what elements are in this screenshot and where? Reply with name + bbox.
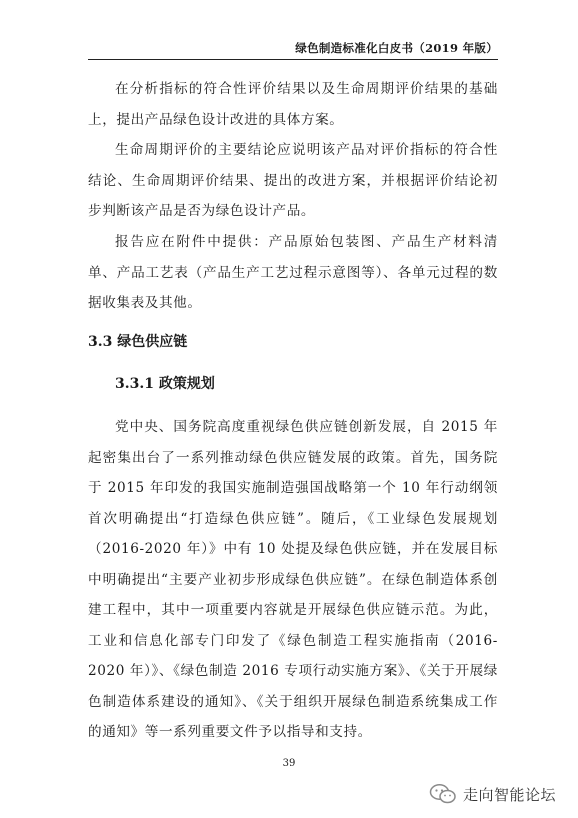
subsection-heading: 3.3.1 政策规划	[115, 376, 215, 392]
section-heading: 3.3 绿色供应链	[88, 334, 188, 350]
paragraph-lca-conclusion: 生命周期评价的主要结论应说明该产品对评价指标的符合性结论、生命周期评价结果、提出的改进方案，并根据评价结论初步判断该产品是否为绿色设计产品。	[88, 142, 498, 219]
watermark	[429, 783, 556, 805]
wechat-icon	[429, 783, 457, 805]
paragraph-policy-planning: 党中央、国务院高度重视绿色供应链创新发展，自 2015 年起密集出台了一系列推动绿色供应链发展的政策。首先，国务院于 2015 年印发的我国实施制造强国战略第一个 10 年行动纲领首次明确提出“打造绿色供应链”。随后，《工业绿色发展规划（2016-2020 年）》中有 10 处提及绿色供应链，并在发展目标中明确提出“主要产业初步形成绿色供应链”。在绿色制造体系创建工程中，其中一项重要内容就是开展绿色供应链示范。为此，工业和信息化部专门印发了《绿色制造工程实施指南（2016-2020 年）》、《绿色制造 2016 专项行动实施方案》、《关于开展绿色制造体系建设的通知》、《关于组织开展绿色制造系统集成工作的通知》等一系列重要文件予以指导和支持。	[88, 419, 498, 740]
page-header	[88, 38, 498, 60]
page-number: 39	[282, 758, 296, 769]
header-title: 绿色制造标准化白皮书（2019 年版）	[295, 41, 498, 55]
header-rule	[88, 59, 498, 60]
paragraph-improvement-plan: 在分析指标的符合性评价结果以及生命周期评价结果的基础上，提出产品绿色设计改进的具体方案。	[88, 81, 498, 128]
paragraph-report-attachments: 报告应在附件中提供：产品原始包装图、产品生产材料清单、产品工艺表（产品生产工艺过程示意图等）、各单元过程的数据收集表及其他。	[88, 234, 498, 311]
watermark-text: 走向智能论坛	[462, 785, 556, 804]
